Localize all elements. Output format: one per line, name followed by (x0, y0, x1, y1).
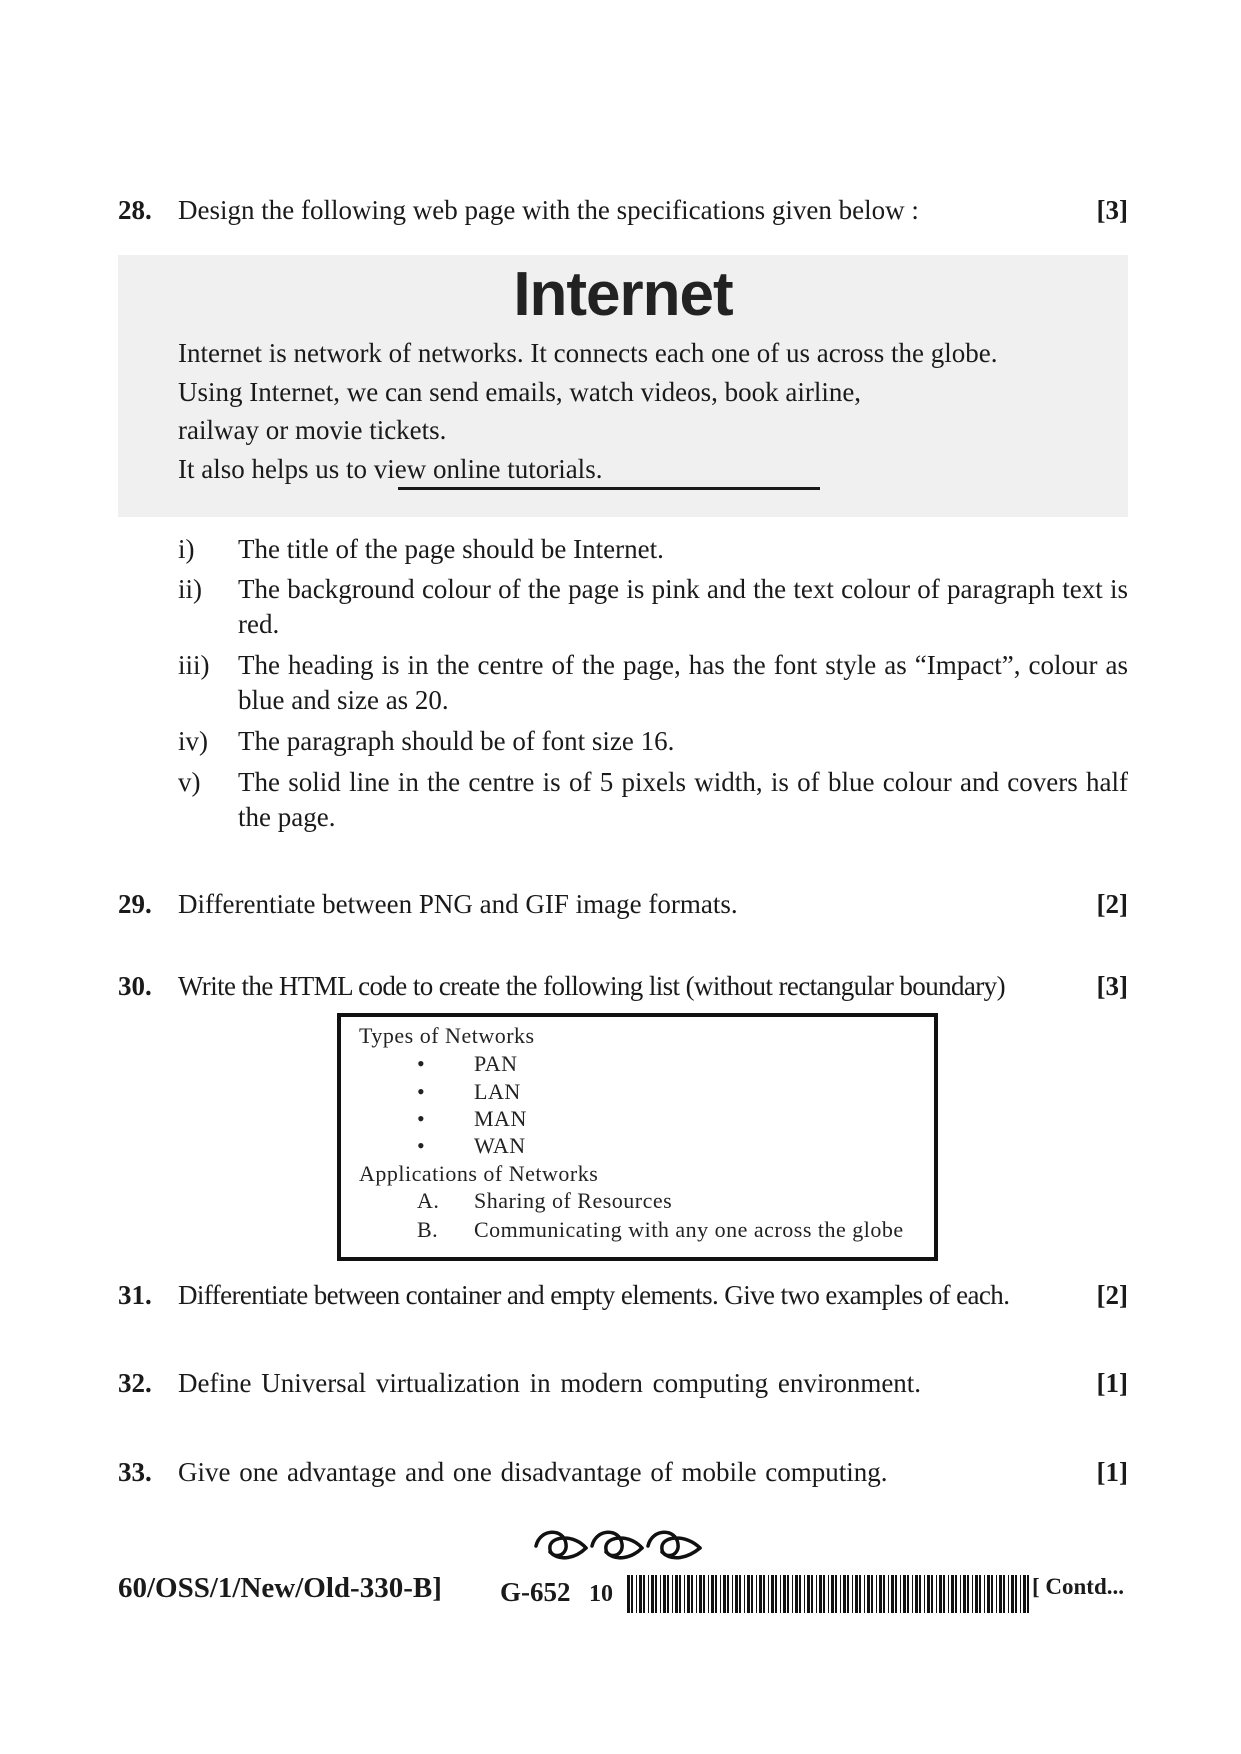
list-item: LAN (474, 1079, 521, 1104)
barcode-bar (955, 1575, 957, 1613)
question-number: 29. (118, 889, 152, 919)
spec-numeral: iv) (178, 726, 208, 756)
barcode-bar (847, 1575, 849, 1613)
barcode-bar (855, 1575, 858, 1613)
barcode-bar (768, 1575, 769, 1613)
list-item: WAN (474, 1133, 526, 1158)
barcode-bar (883, 1575, 885, 1613)
barcode-bar (811, 1575, 813, 1613)
barcode-bar (999, 1575, 1002, 1613)
barcode-bar (900, 1575, 901, 1613)
barcode-bar (819, 1575, 822, 1613)
sample-paragraph (178, 334, 1118, 488)
question-number: 28. (118, 195, 152, 225)
barcode-bar (948, 1575, 949, 1613)
list-item: MAN (474, 1106, 527, 1131)
barcode-bar (967, 1575, 969, 1613)
barcode-bar (699, 1575, 702, 1613)
barcode-bar (771, 1575, 774, 1613)
question-text: Define Universal virtualization in modern computing environment. (178, 1368, 922, 1398)
barcode-bar (691, 1575, 693, 1613)
barcode-bar (816, 1575, 817, 1613)
footer-page-number: 10 (589, 1581, 613, 1607)
question-number: 33. (118, 1457, 152, 1487)
spec-text: The title of the page should be Internet. (238, 534, 664, 564)
barcode-bar (828, 1575, 829, 1613)
paragraph-line: It also helps us to view online tutorials. (178, 453, 603, 484)
barcode-bar (996, 1575, 997, 1613)
barcode-bar (708, 1575, 709, 1613)
footer-contd: [ Contd... (1032, 1574, 1125, 1599)
barcode-bar (1020, 1575, 1021, 1613)
barcode-bar (807, 1575, 810, 1613)
barcode-bar (687, 1575, 690, 1613)
question-number: 30. (118, 971, 152, 1001)
barcode-bar (871, 1575, 873, 1613)
list-item: Communicating with any one across the globe (474, 1217, 904, 1242)
barcode-bar (739, 1575, 741, 1613)
sample-heading: Internet (513, 260, 733, 329)
question-text: Give one advantage and one disadvantage of mobile computing. (178, 1457, 888, 1487)
barcode-bar (903, 1575, 906, 1613)
barcode-bar (864, 1575, 865, 1613)
question-marks: [1] (1096, 1457, 1128, 1487)
barcode-bar (631, 1575, 633, 1613)
barcode-bar (735, 1575, 738, 1613)
footer-code: 60/OSS/1/New/Old-330-B] (118, 1572, 442, 1604)
ordered-marker: A. (417, 1188, 440, 1213)
barcode-bar (663, 1575, 666, 1613)
barcode-bar (859, 1575, 861, 1613)
question-text: Design the following web page with the specifications given below : (178, 195, 919, 225)
barcode-bar (639, 1575, 642, 1613)
barcode-bar (951, 1575, 954, 1613)
question-text: Differentiate between PNG and GIF image formats. (178, 889, 738, 919)
barcode-bar (879, 1575, 882, 1613)
barcode-bar (672, 1575, 673, 1613)
barcode-icon (627, 1575, 1032, 1613)
bullet-marker: • (417, 1051, 426, 1076)
barcode-bar (1008, 1575, 1009, 1613)
barcode-bar (787, 1575, 789, 1613)
barcode-bar (655, 1575, 657, 1613)
barcode-bar (936, 1575, 937, 1613)
barcode-bar (915, 1575, 918, 1613)
barcode-bar (1027, 1575, 1029, 1613)
barcode-bar (991, 1575, 993, 1613)
barcode-bar (984, 1575, 985, 1613)
barcode-bar (744, 1575, 745, 1613)
list-sample-box (337, 1013, 938, 1261)
barcode-bar (696, 1575, 697, 1613)
list-item: Sharing of Resources (474, 1188, 673, 1213)
barcode-bar (732, 1575, 733, 1613)
barcode-bar (1023, 1575, 1026, 1613)
barcode-bar (939, 1575, 942, 1613)
barcode-bar (651, 1575, 654, 1613)
bullet-marker: • (417, 1133, 426, 1158)
spec-text: The background colour of the page is pink and the text colour of paragraph text is red. (238, 574, 1128, 639)
barcode-bar (987, 1575, 990, 1613)
barcode-bar (660, 1575, 661, 1613)
paragraph-line: railway or movie tickets. (178, 415, 447, 445)
barcode-bar (783, 1575, 786, 1613)
spec-numeral: ii) (178, 574, 202, 604)
barcode-bar (751, 1575, 753, 1613)
question-number: 31. (118, 1280, 152, 1310)
barcode-bar (912, 1575, 913, 1613)
question-marks: [2] (1096, 1280, 1128, 1310)
barcode-bar (979, 1575, 981, 1613)
barcode-bar (799, 1575, 801, 1613)
barcode-bar (747, 1575, 750, 1613)
list-heading: Types of Networks (359, 1023, 535, 1048)
barcode-bar (960, 1575, 961, 1613)
question-marks: [1] (1096, 1368, 1128, 1398)
barcode-bar (715, 1575, 717, 1613)
barcode-bar (823, 1575, 825, 1613)
ornament-icon (530, 1518, 710, 1568)
spec-text: The paragraph should be of font size 16. (238, 726, 675, 756)
paragraph-line: Internet is network of networks. It connects each one of us across the globe. (178, 338, 998, 368)
ordered-marker: B. (417, 1217, 439, 1242)
barcode-bar (775, 1575, 777, 1613)
question-text: Write the HTML code to create the following list (without rectangular boundary) (178, 971, 1005, 1001)
question-marks: [2] (1096, 889, 1128, 919)
barcode-bar (972, 1575, 973, 1613)
barcode-bar (667, 1575, 669, 1613)
barcode-bar (720, 1575, 721, 1613)
barcode-bar (780, 1575, 781, 1613)
barcode-bar (919, 1575, 921, 1613)
spec-text: The heading is in the centre of the page, has the font style as “Impact”, colour as blue and size as 20. (238, 650, 1128, 715)
barcode-bar (711, 1575, 714, 1613)
barcode-bar (679, 1575, 681, 1613)
barcode-bar (684, 1575, 685, 1613)
barcode-bar (1003, 1575, 1005, 1613)
horizontal-rule (398, 487, 820, 490)
barcode-bar (891, 1575, 894, 1613)
barcode-bar (931, 1575, 933, 1613)
bullet-marker: • (417, 1079, 426, 1104)
barcode-bar (763, 1575, 765, 1613)
barcode-bar (840, 1575, 841, 1613)
barcode-bar (895, 1575, 897, 1613)
barcode-bar (943, 1575, 945, 1613)
question-text: Differentiate between container and empty elements. Give two examples of each. (178, 1280, 1010, 1310)
spec-numeral: iii) (178, 650, 210, 680)
barcode-bar (835, 1575, 837, 1613)
barcode-bar (843, 1575, 846, 1613)
question-marks: [3] (1096, 971, 1128, 1001)
footer-series: G-652 (500, 1577, 571, 1607)
barcode-bar (927, 1575, 930, 1613)
barcode-bar (831, 1575, 834, 1613)
barcode-bar (804, 1575, 805, 1613)
barcode-bar (703, 1575, 705, 1613)
barcode-bar (792, 1575, 793, 1613)
barcode-bar (759, 1575, 762, 1613)
barcode-bar (924, 1575, 925, 1613)
barcode-bar (636, 1575, 637, 1613)
spec-numeral: v) (178, 767, 201, 797)
barcode-bar (795, 1575, 798, 1613)
barcode-bar (907, 1575, 909, 1613)
barcode-bar (1011, 1575, 1014, 1613)
barcode-bar (975, 1575, 978, 1613)
barcode-bar (888, 1575, 889, 1613)
barcode-bar (675, 1575, 678, 1613)
spec-numeral: i) (178, 534, 195, 564)
list-heading: Applications of Networks (359, 1161, 599, 1186)
barcode-bar (1015, 1575, 1017, 1613)
barcode-bar (852, 1575, 853, 1613)
barcode-bar (727, 1575, 729, 1613)
list-item: PAN (474, 1051, 518, 1076)
bullet-marker: • (417, 1106, 426, 1131)
barcode-bar (876, 1575, 877, 1613)
barcode-bar (648, 1575, 649, 1613)
barcode-bar (643, 1575, 645, 1613)
question-marks: [3] (1096, 195, 1128, 225)
barcode-bar (756, 1575, 757, 1613)
sample-webpage-box (118, 255, 1128, 517)
barcode-bar (867, 1575, 870, 1613)
question-number: 32. (118, 1368, 152, 1398)
paragraph-line: Using Internet, we can send emails, watch videos, book airline, (178, 376, 862, 407)
barcode-bar (963, 1575, 966, 1613)
barcode-bar (627, 1575, 630, 1613)
spec-text: The solid line in the centre is of 5 pixels width, is of blue colour and covers half the page. (238, 767, 1128, 832)
barcode-bar (723, 1575, 726, 1613)
